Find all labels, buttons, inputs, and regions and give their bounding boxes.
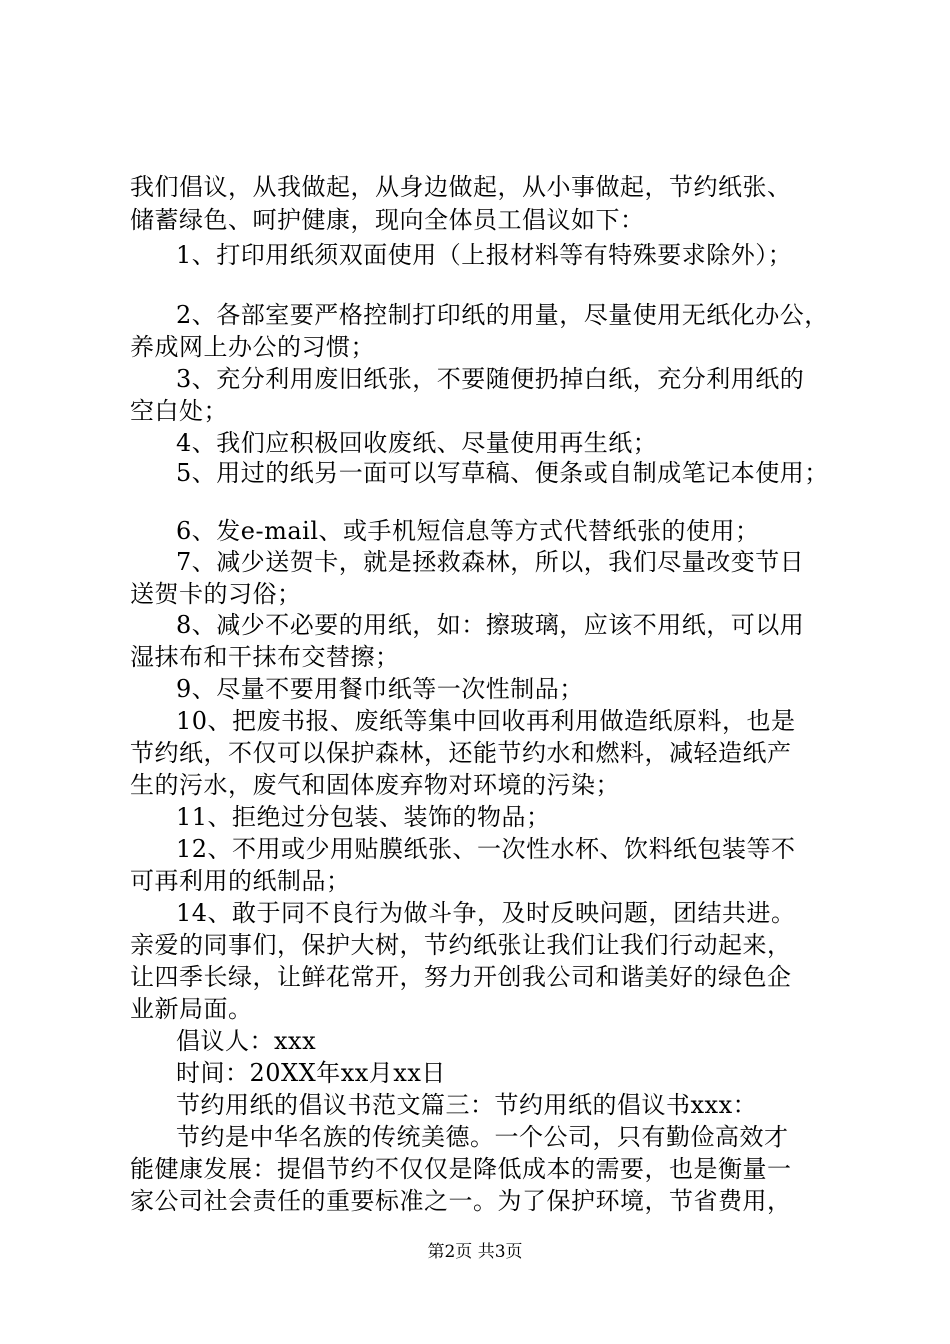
text-line: 让四季长绿，让鲜花常开，努力开创我公司和谐美好的绿色企 [130, 963, 792, 991]
text-line: 3、充分利用废旧纸张，不要随便扔掉白纸，充分利用纸的 [176, 365, 805, 393]
text-line: 家公司社会责任的重要标准之一。为了保护环境，节省费用， [130, 1187, 792, 1215]
text-line: 储蓄绿色、呵护健康，现向全体员工倡议如下： [130, 206, 645, 234]
text-line: 1、打印用纸须双面使用（上报材料等有特殊要求除外）； [176, 241, 793, 269]
text-line: 我们倡议，从我做起，从身边做起，从小事做起，节约纸张、 [130, 173, 792, 201]
text-line: 5、用过的纸另一面可以写草稿、便条或自制成笔记本使用； [176, 459, 829, 487]
text-line: 湿抹布和干抹布交替擦； [130, 643, 400, 671]
text-line: 9、尽量不要用餐巾纸等一次性制品； [176, 675, 584, 703]
text-line: 可再利用的纸制品； [130, 867, 351, 895]
text-line: 空白处； [130, 397, 228, 425]
text-line: 4、我们应积极回收废纸、尽量使用再生纸； [176, 429, 658, 457]
text-line: 14、敢于同不良行为做斗争，及时反映问题，团结共进。 [176, 899, 796, 927]
text-line: 节约用纸的倡议书范文篇三：节约用纸的倡议书xxx： [176, 1091, 758, 1119]
text-line: 业新局面。 [130, 995, 253, 1023]
text-line: 7、减少送贺卡，就是拯救森林，所以，我们尽量改变节日 [176, 548, 805, 576]
text-line: 亲爱的同事们，保护大树，节约纸张让我们让我们行动起来， [130, 931, 792, 959]
text-line: 送贺卡的习俗； [130, 580, 302, 608]
text-line: 倡议人：xxx [176, 1027, 317, 1055]
text-line: 节约是中华名族的传统美德。一个公司，只有勤俭高效才 [176, 1123, 789, 1151]
text-line: 时间：20XX年xx月xx日 [176, 1059, 446, 1087]
text-line: 8、减少不必要的用纸，如：擦玻璃，应该不用纸，可以用 [176, 611, 805, 639]
text-line: 6、发e-mail、或手机短信息等方式代替纸张的使用； [176, 517, 760, 545]
text-line: 生的污水，废气和固体废弃物对环境的污染； [130, 771, 620, 799]
text-line: 12、不用或少用贴膜纸张、一次性水杯、饮料纸包装等不 [176, 835, 796, 863]
page-number-footer: 第2页 共3页 [427, 1242, 523, 1262]
text-line: 能健康发展：提倡节约不仅仅是降低成本的需要，也是衡量一 [130, 1155, 792, 1183]
text-line: 2、各部室要严格控制打印纸的用量，尽量使用无纸化办公， [176, 301, 829, 329]
text-line: 养成网上办公的习惯； [130, 333, 375, 361]
text-line: 11、拒绝过分包装、装饰的物品； [176, 803, 551, 831]
text-line: 节约纸，不仅可以保护森林，还能节约水和燃料，减轻造纸产 [130, 739, 792, 767]
text-line: 10、把废书报、废纸等集中回收再利用做造纸原料，也是 [176, 707, 796, 735]
